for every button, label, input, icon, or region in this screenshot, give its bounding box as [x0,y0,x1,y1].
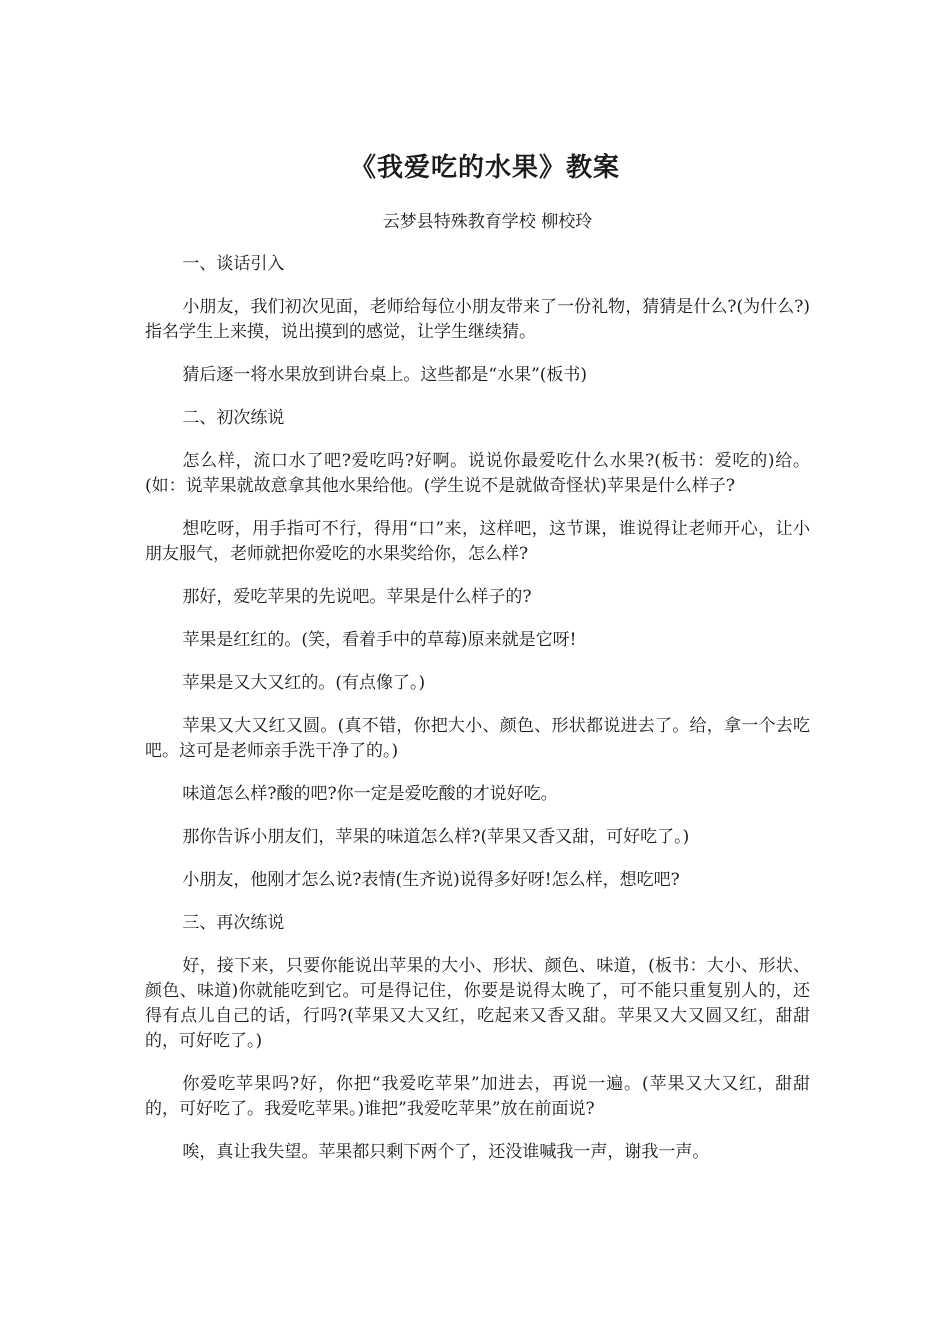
paragraph: 唉，真让我失望。苹果都只剩下两个了，还没谁喊我一声，谢我一声。 [182,1142,710,1162]
paragraph: 好，接下来，只要你能说出苹果的大小、形状、颜色、味道，(板书：大小、形状、颜色、味道)你就能吃到它。可是得记住，你要是说得太晚了，可不能只重复别人的，还得有点儿自己的话，行吗?(苹果又大又红，吃起来又香又甜。苹果又大又圆又红，甜甜的，可好吃了。) [145,956,810,1051]
paragraph: 那好，爱吃苹果的先说吧。苹果是什么样子的? [182,587,532,607]
paragraph: 怎么样，流口水了吧?爱吃吗?好啊。说说你最爱吃什么水果?(板书：爱吃的)给。(如：说苹果就故意拿其他水果给他。(学生说不是就做奇怪状)苹果是什么样子? [145,451,810,496]
section-heading-first-practice: 二、初次练说 [182,408,285,428]
paragraph: 苹果又大又红又圆。(真不错，你把大小、颜色、形状都说进去了。给，拿一个去吃吧。这可是老师亲手洗干净了的。) [145,716,810,761]
paragraph: 猜后逐一将水果放到讲台桌上。这些都是“水果”(板书) [182,365,588,385]
section-heading-intro: 一、谈话引入 [182,254,285,274]
paragraph: 苹果是红红的。(笑，看着手中的草莓)原来就是它呀! [182,630,577,650]
paragraph: 你爱吃苹果吗?好，你把“我爱吃苹果”加进去，再说一遍。(苹果又大又红，甜甜的，可好吃了。我爱吃苹果。)谁把”我爱吃苹果”放在前面说? [145,1074,810,1119]
paragraph: 小朋友，我们初次见面，老师给每位小朋友带来了一份礼物，猜猜是什么?(为什么?)指名学生上来摸，说出摸到的感觉，让学生继续猜。 [145,297,810,342]
paragraph: 那你告诉小朋友们，苹果的味道怎么样?(苹果又香又甜，可好吃了。) [182,827,690,847]
paragraph: 苹果是又大又红的。(有点像了。) [182,673,426,693]
paragraph: 味道怎么样?酸的吧?你一定是爱吃酸的才说好吃。 [182,784,558,804]
paragraph: 小朋友，他刚才怎么说?表情(生齐说)说得多好呀!怎么样，想吃吧? [182,870,680,890]
document-page [145,148,810,1183]
document-author: 云梦县特殊教育学校 柳校玲 [382,212,593,232]
paragraph: 想吃呀，用手指可不行，得用“口”来，这样吧，这节课，谁说得让老师开心，让小朋友服气，老师就把你爱吃的水果奖给你，怎么样? [145,519,810,564]
document-title: 《我爱吃的水果》教案 [349,153,620,183]
section-heading-second-practice: 三、再次练说 [182,913,285,933]
